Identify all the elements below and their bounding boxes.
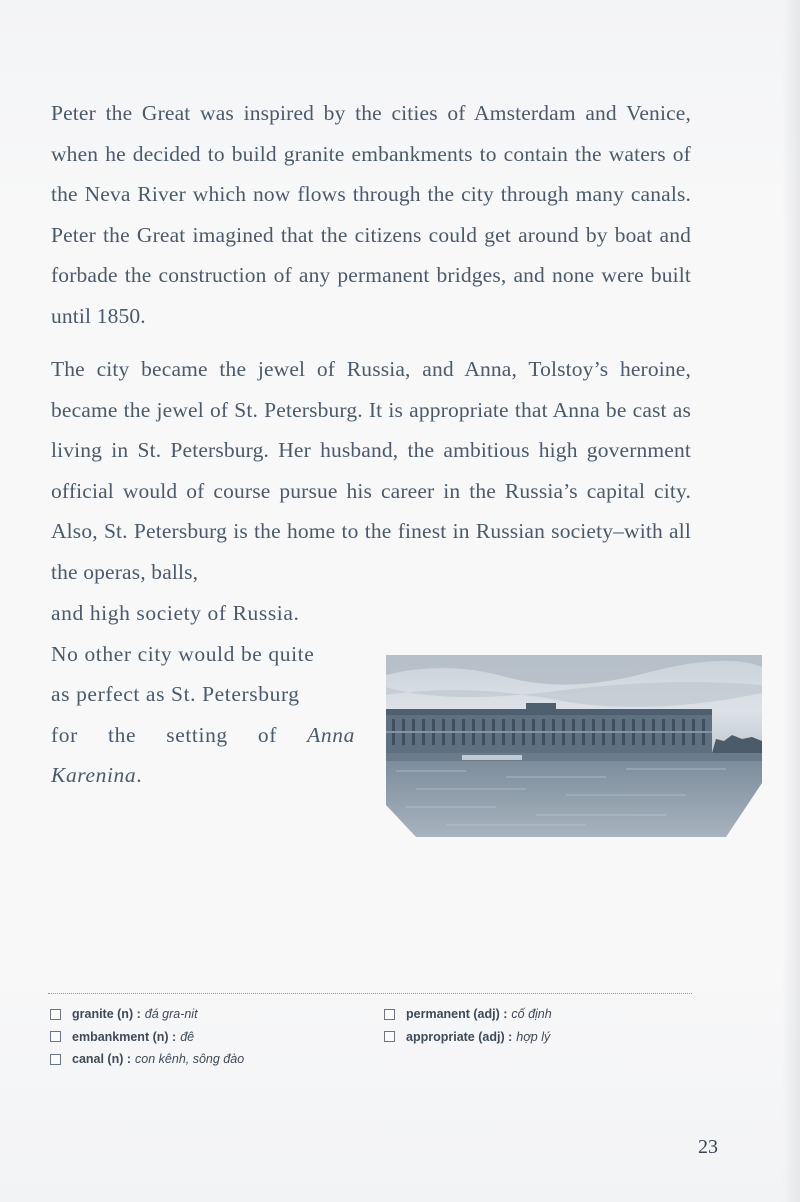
winter-palace-photo — [386, 655, 762, 837]
wrap-line-2: No other city would be quite — [51, 641, 315, 666]
vocab-meaning: con kênh, sông đào — [135, 1052, 245, 1067]
paragraph-1: Peter the Great was inspired by the cities of Amsterdam and Venice, when he decided to build granite embankments to contain the waters of the Neva River which now flows through the city through many canals. Peter the Great imagined that the citizens could get around by boat and forbade the construction of any permanent bridges, and none were built until 1850. — [51, 101, 691, 328]
word-for: for — [51, 722, 78, 747]
vocabulary-column-left — [50, 1003, 244, 1071]
vocab-term: appropriate (adj) : — [406, 1029, 513, 1044]
vocab-meaning: cố định — [511, 1007, 552, 1022]
vocab-meaning: đê — [180, 1029, 195, 1044]
vocab-meaning: đá gra-nit — [144, 1007, 198, 1022]
checkbox-icon[interactable] — [384, 1031, 395, 1042]
vocab-term: embankment (n) : — [72, 1029, 177, 1044]
paragraph-2: The city became the jewel of Russia, and Anna, Tolstoy’s heroine, became the jewel of St. Petersburg. It is appropriate that Anna be cast as living in St. Petersburg. Her husband, the ambitious high government official would of course pursue his career in the Russia’s capital city. Also, St. Petersburg is the home to the finest in Russian society–with all the operas, balls, — [51, 357, 691, 584]
vocab-item-granite — [50, 1003, 244, 1026]
book-title-part-1: Anna — [307, 722, 355, 747]
vocab-term: permanent (adj) : — [406, 1007, 508, 1022]
checkbox-icon[interactable] — [50, 1031, 61, 1042]
page-number: 23 — [698, 1136, 718, 1158]
word-the: the — [108, 722, 137, 747]
wrap-line-4 — [51, 715, 355, 756]
vocabulary-column-right — [384, 1003, 552, 1048]
page-edge-shadow — [782, 0, 800, 1202]
vocab-term: granite (n) : — [72, 1007, 141, 1022]
checkbox-icon[interactable] — [50, 1054, 61, 1065]
end-punctuation: . — [136, 763, 143, 788]
vocabulary-divider — [48, 993, 692, 994]
wrap-line-3: as perfect as St. Petersburg — [51, 682, 300, 707]
vocab-meaning: hợp lý — [516, 1029, 551, 1044]
word-setting: setting — [166, 722, 228, 747]
word-of: of — [257, 722, 278, 747]
vocab-item-permanent — [384, 1003, 552, 1026]
book-title-part-2: Karenina — [51, 763, 137, 788]
wrapped-text-block — [51, 593, 361, 796]
checkbox-icon[interactable] — [384, 1009, 395, 1020]
vocab-item-appropriate — [384, 1026, 552, 1049]
wrap-line-5 — [51, 755, 361, 796]
vocab-term: canal (n) : — [72, 1052, 132, 1067]
wrap-line-1: and high society of Russia. — [51, 601, 300, 625]
vocab-item-embankment — [50, 1026, 244, 1049]
checkbox-icon[interactable] — [50, 1009, 61, 1020]
vocab-item-canal — [50, 1048, 244, 1071]
